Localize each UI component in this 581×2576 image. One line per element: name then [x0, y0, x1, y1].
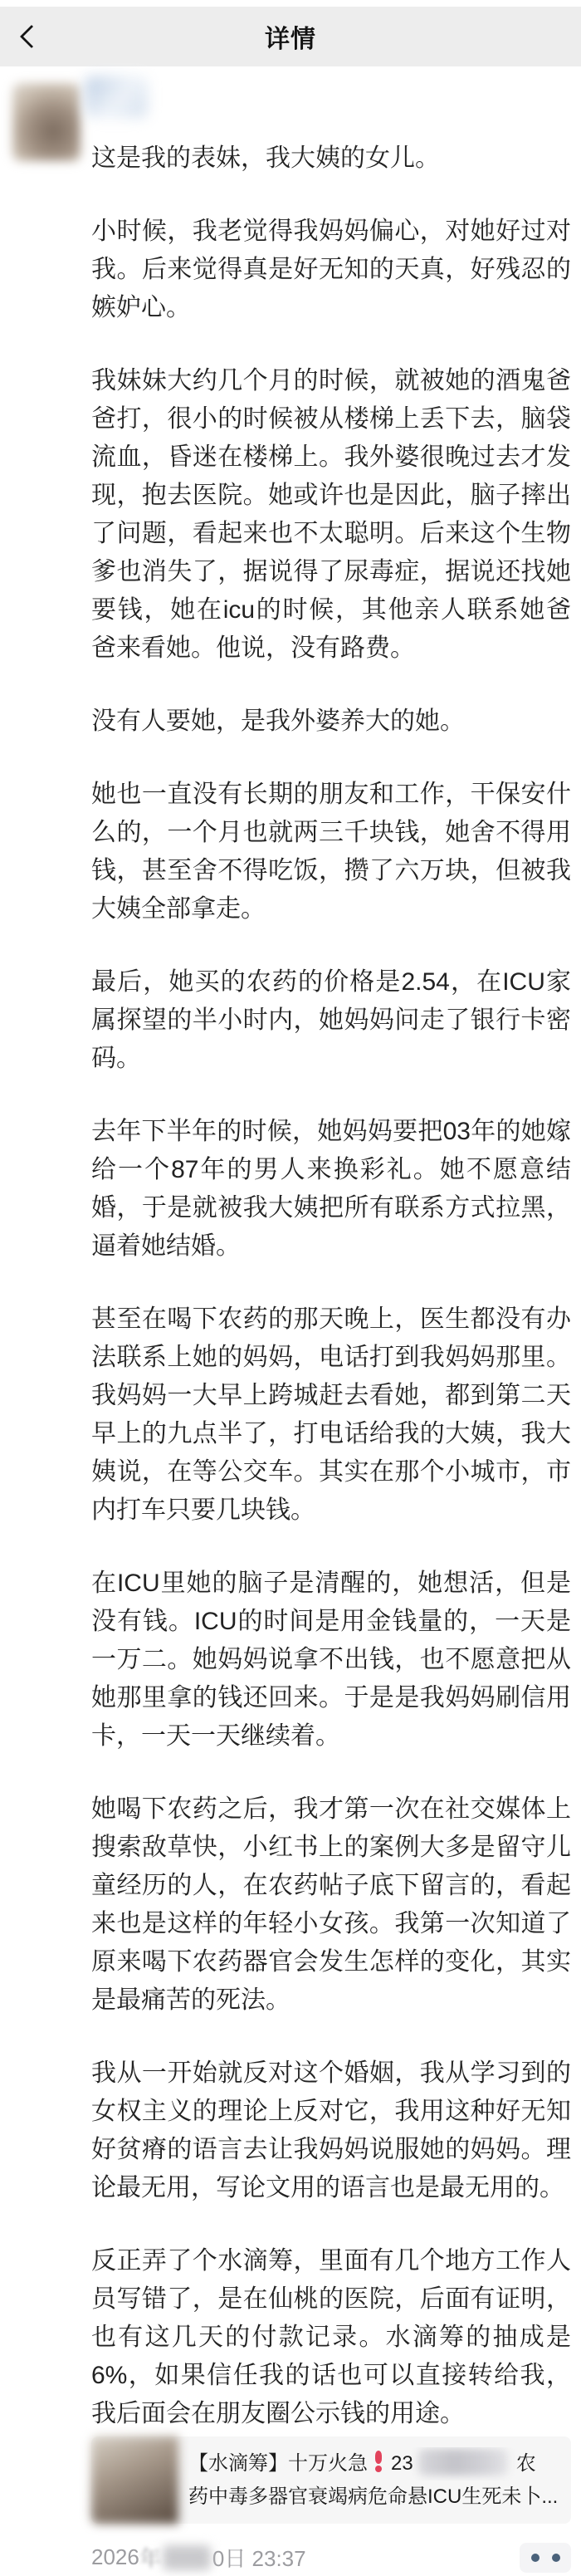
chevron-left-icon	[20, 25, 43, 48]
card-thumbnail-blurred	[91, 2436, 178, 2524]
more-options-button[interactable]	[520, 2543, 571, 2573]
username-blurred	[85, 76, 148, 118]
post-paragraph: 反正弄了个水滴筹，里面有几个地方工作人员写错了，是在仙桃的医院，后面有证明，也有这几天的付款记录。水滴筹的抽成是6%，如果信任我的话也可以直接转给我，我后面会在朋友圈公示钱的用途。	[91, 2247, 571, 2427]
avatar[interactable]	[12, 83, 81, 161]
card-title	[178, 2436, 571, 2524]
post-paragraph: 她也一直没有长期的朋友和工作，干保安什么的，一个月也就两三千块钱，她舍不得用钱，甚至舍不得吃饭，攒了六万块，但被我大姨全部拿走。	[91, 781, 571, 923]
page-title: 详情	[265, 26, 316, 53]
post-paragraph: 甚至在喝下农药的那天晚上，医生都没有办法联系上她的妈妈，电话打到我妈妈那里。我妈妈一大早上跨城赶去看她，都到第二天早上的九点半了，打电话给我的大姨，我大姨说，在等公交车。其实在那个小城市，市内打车只要几块钱。	[91, 1305, 571, 1524]
card-title-line2: 药中毒多器官衰竭病危命悬ICU生死未卜...	[188, 2485, 559, 2508]
post-paragraph: 在ICU里她的脑子是清醒的，她想活，但是没有钱。ICU的时间是用金钱量的，一天是一万二。她妈妈说拿不出钱，也不愿意把从她那里拿的钱还回来。于是是我妈妈刷信用卡，一天一天继续着。	[91, 1570, 571, 1750]
back-button[interactable]	[10, 18, 46, 55]
post-body	[0, 66, 581, 2433]
post-paragraph: 最后，她买的农药的价格是2.54，在ICU家属探望的半小时内，她妈妈问走了银行卡密码。	[91, 968, 571, 1072]
post-paragraph: 这是我的表妹，我大姨的女儿。	[91, 144, 440, 172]
timestamp-blurred-month	[163, 2545, 211, 2570]
dot-icon	[531, 2554, 540, 2562]
link-card-shuidichou[interactable]	[91, 2436, 571, 2524]
post-meta-row	[91, 2542, 571, 2573]
card-title-age: 23	[391, 2451, 413, 2475]
post-paragraph: 她喝下农药之后，我才第一次在社交媒体上搜索敌草快，小红书上的案例大多是留守儿童经历的人，在农药帖子底下留言的，看起来也是这样的年轻小女孩。我第一次知道了原来喝下农药器官会发生怎样的变化，其实是最痛苦的死法。	[91, 1795, 571, 2014]
timestamp-rest: 0日 23:37	[212, 2546, 306, 2571]
post-paragraph: 我从一开始就反对这个婚姻，我从学习到的女权主义的理论上反对它，我用这种好无知好贫瘠的语言去让我妈妈说服她的妈妈。理论最无用，写论文用的语言也是最无用的。	[91, 2059, 571, 2201]
timestamp-year-unit: 年	[139, 2546, 161, 2571]
status-bar-strip	[0, 0, 581, 7]
post-paragraph: 小时候，我老觉得我妈妈偏心，对她好过对我。后来觉得真是好无知的天真，好残忍的嫉妒心。	[91, 218, 571, 321]
card-title-prefix: 【水滴筹】十万火急	[188, 2451, 368, 2475]
dot-icon	[552, 2554, 560, 2562]
post-paragraph: 我妹妹大约几个月的时候，就被她的酒鬼爸爸打，很小的时候被从楼梯上丢下去，脑袋流血，昏迷在楼梯上。我外婆很晚过去才发现，抱去医院。她或许也是因此，脑子摔出了问题，看起来也不太聪明。后来这个生物爹也消失了，据说得了尿毒症，据说还找她要钱，她在icu的时候，其他亲人联系她爸爸来看她。他说，没有路费。	[91, 367, 571, 662]
nav-bar	[0, 7, 581, 66]
timestamp	[91, 2542, 306, 2573]
card-title-after-blur: 农	[515, 2451, 536, 2475]
red-exclamation-icon	[374, 2451, 383, 2473]
timestamp-year: 2026	[91, 2544, 139, 2569]
blurred-patient-name	[418, 2449, 508, 2476]
post-paragraph: 去年下半年的时候，她妈妈要把03年的她嫁给一个87年的男人来换彩礼。她不愿意结婚，于是就被我大姨把所有联系方式拉黑，逼着她结婚。	[91, 1118, 571, 1260]
card-title-line1	[188, 2447, 559, 2481]
post-detail	[0, 66, 581, 2573]
post-paragraph: 没有人要她，是我外婆养大的她。	[91, 708, 465, 735]
